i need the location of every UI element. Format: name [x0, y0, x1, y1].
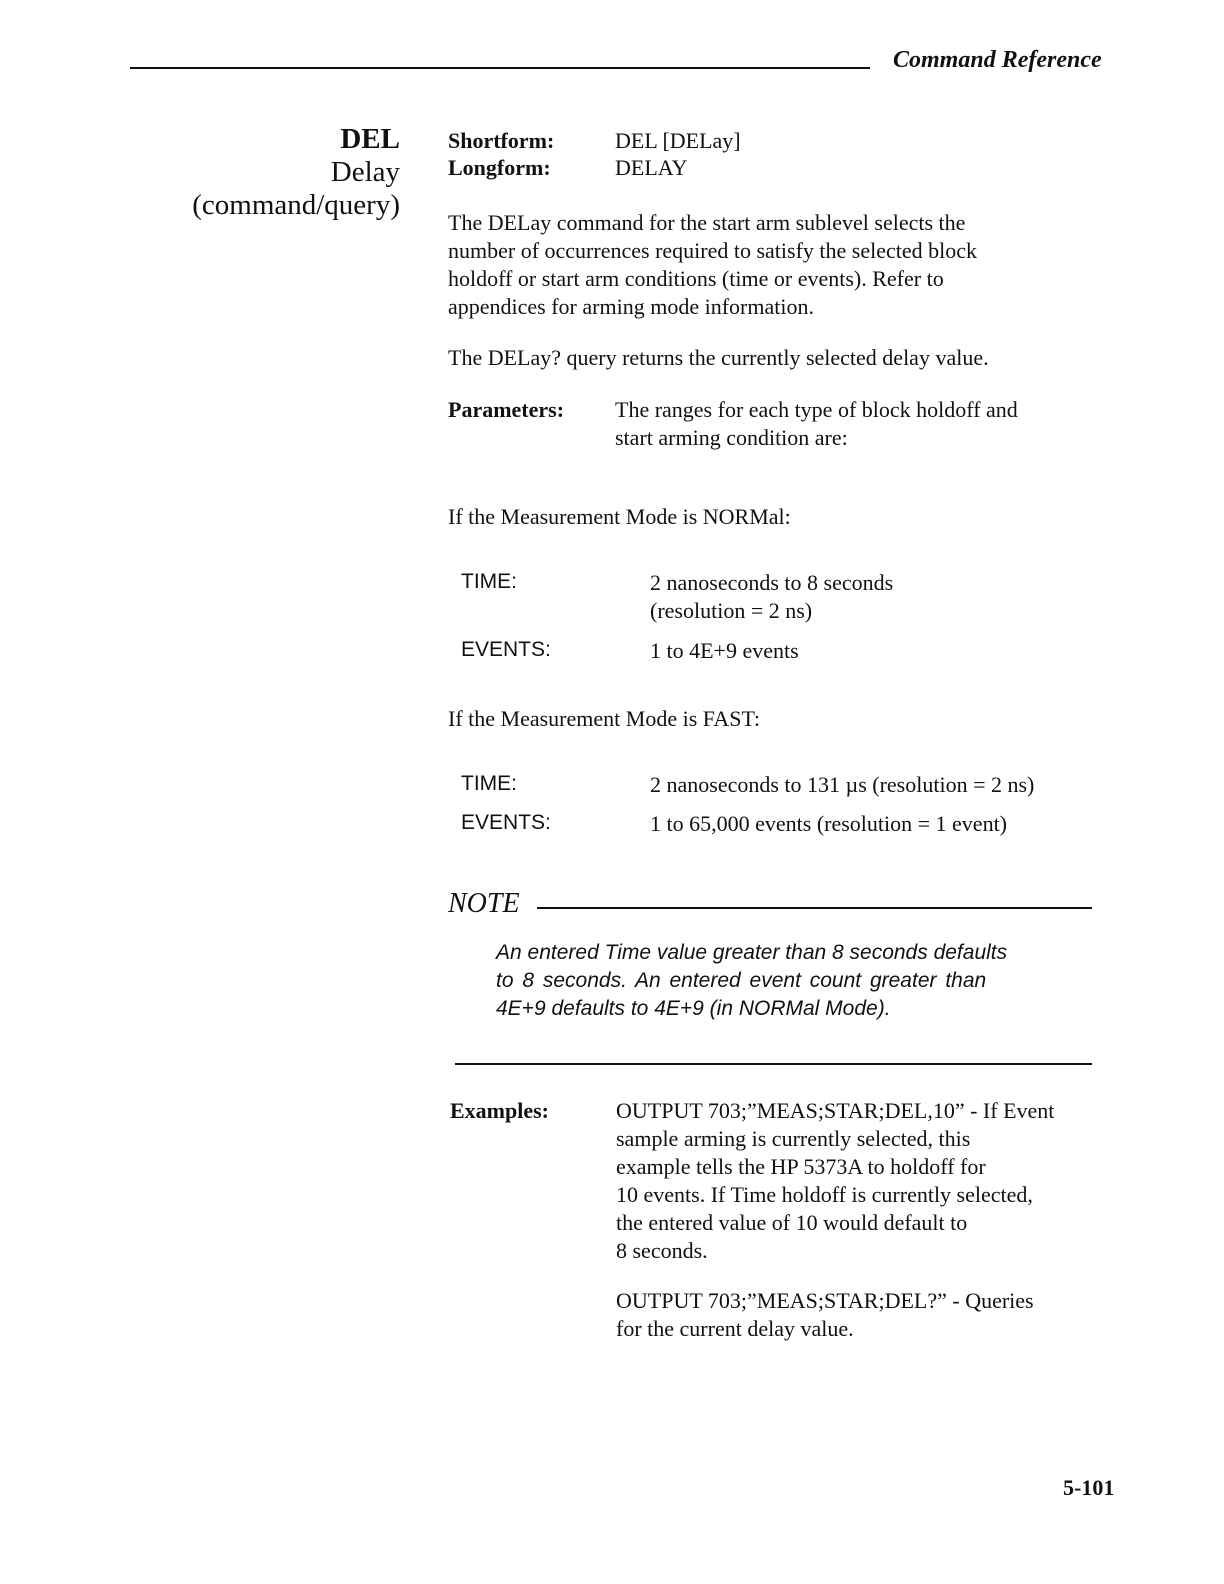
command-name: Delay — [330, 156, 400, 188]
longform-value: DELAY — [615, 155, 688, 180]
fast-events-label: EVENTS: — [461, 811, 551, 834]
parameters-line: start arming condition are: — [615, 425, 848, 450]
description-line: number of occurrences required to satisfy the selected block — [448, 238, 978, 263]
fast-mode-heading: If the Measurement Mode is FAST: — [448, 706, 760, 731]
fast-time-value: 2 nanoseconds to 131 µs (resolution = 2 ns) — [650, 772, 1035, 797]
normal-mode-heading: If the Measurement Mode is NORMal: — [448, 504, 791, 529]
section-title: Command Reference — [893, 47, 1102, 73]
note-end-rule — [455, 1063, 1092, 1065]
description — [448, 209, 977, 321]
command-type: (command/query) — [192, 189, 400, 221]
example-2 — [616, 1287, 1034, 1343]
description-line: appendices for arming mode information. — [448, 294, 814, 319]
normal-events-label: EVENTS: — [461, 638, 551, 661]
shortform-value: DEL [DELay] — [615, 128, 741, 153]
normal-time-value — [650, 569, 893, 625]
note-label: NOTE — [448, 888, 520, 919]
note-line: An entered Time value greater than 8 seconds defaults — [496, 941, 1008, 964]
example-line: for the current delay value. — [616, 1316, 854, 1341]
command-mnemonic: DEL — [340, 123, 400, 155]
example-line: the entered value of 10 would default to — [616, 1210, 968, 1235]
note-text — [496, 939, 1007, 1023]
example-line: sample arming is currently selected, this — [616, 1126, 971, 1151]
parameters-line: The ranges for each type of block holdoff and — [615, 397, 1018, 422]
shortform-label: Shortform: — [448, 128, 555, 153]
example-line: OUTPUT 703;”MEAS;STAR;DEL?” - Queries — [616, 1288, 1034, 1313]
parameters-text — [615, 396, 1018, 452]
parameters-label: Parameters: — [448, 397, 565, 422]
description-line: The DELay command for the start arm sublevel selects the — [448, 210, 966, 235]
page-number: 5-101 — [1063, 1475, 1115, 1500]
example-line: 8 seconds. — [616, 1238, 708, 1263]
normal-time-line: 2 nanoseconds to 8 seconds — [650, 570, 894, 595]
query-text: The DELay? query returns the currently selected delay value. — [448, 345, 989, 370]
normal-time-label: TIME: — [461, 570, 517, 593]
fast-time-label: TIME: — [461, 772, 517, 795]
note-line: 4E+9 defaults to 4E+9 (in NORMal Mode). — [496, 997, 891, 1020]
note-line: to 8 seconds. An entered event count greater than — [496, 969, 987, 992]
example-line: 10 events. If Time holdoff is currently selected, — [616, 1182, 1033, 1207]
note-rule — [537, 907, 1092, 909]
normal-time-line: (resolution = 2 ns) — [650, 598, 813, 623]
examples-label: Examples: — [450, 1098, 549, 1123]
fast-events-value: 1 to 65,000 events (resolution = 1 event) — [650, 811, 1008, 836]
example-line: OUTPUT 703;”MEAS;STAR;DEL,10” - If Event — [616, 1098, 1055, 1123]
example-line: example tells the HP 5373A to holdoff for — [616, 1154, 986, 1179]
header-rule — [130, 67, 870, 69]
example-1 — [616, 1097, 1054, 1265]
description-line: holdoff or start arm conditions (time or events). Refer to — [448, 266, 944, 291]
longform-label: Longform: — [448, 155, 551, 180]
normal-events-value: 1 to 4E+9 events — [650, 638, 799, 663]
